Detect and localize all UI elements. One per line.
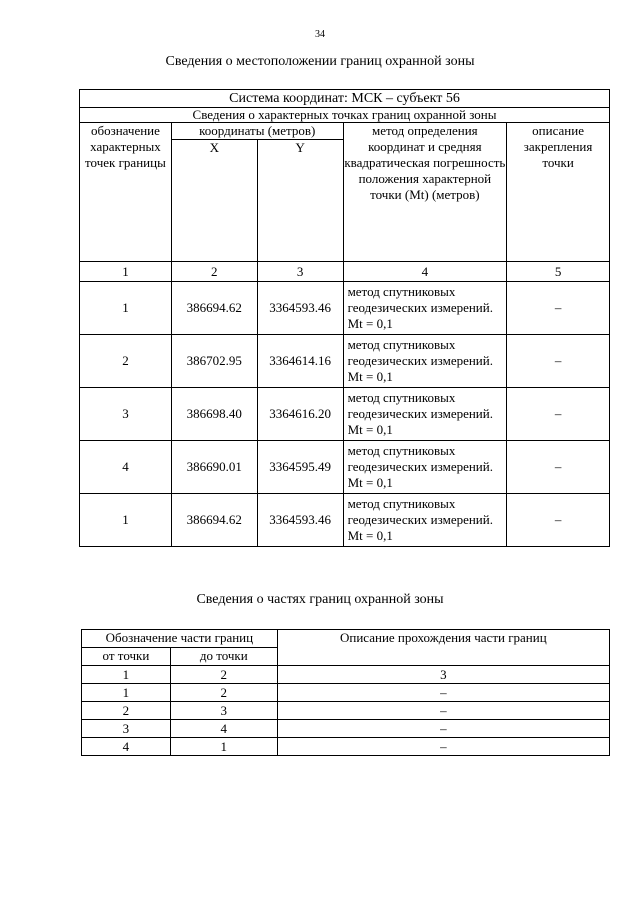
method-text: метод спутниковых геодезических измерений. Mt = 0,1	[343, 388, 507, 441]
from-point: 3	[82, 720, 171, 738]
point-id: 4	[80, 441, 172, 494]
from-point: 1	[82, 684, 171, 702]
header-description: описание закрепления точки	[507, 123, 610, 262]
coord-x: 386690.01	[171, 441, 257, 494]
table-row	[80, 335, 610, 388]
from-point: 2	[82, 702, 171, 720]
coord-x: 386698.40	[171, 388, 257, 441]
description: –	[507, 441, 610, 494]
method-text: метод спутниковых геодезических измерений. Mt = 0,1	[343, 494, 507, 547]
column-number-row	[82, 666, 610, 684]
header-method: метод определения координат и средняя квадратическая погрешность положения характерной точки (Mt) (метров)	[343, 123, 507, 262]
point-id: 3	[80, 388, 172, 441]
point-id: 1	[80, 282, 172, 335]
section-title-boundary-location: Сведения о местоположении границ охранной зоны	[165, 54, 475, 69]
description: –	[507, 335, 610, 388]
description: –	[507, 282, 610, 335]
header-from-point: от точки	[82, 648, 171, 666]
column-number: 2	[171, 262, 257, 282]
coord-x: 386694.62	[171, 282, 257, 335]
column-number: 3	[277, 666, 609, 684]
column-number: 2	[170, 666, 277, 684]
part-description: –	[277, 720, 609, 738]
part-description: –	[277, 684, 609, 702]
column-number: 5	[507, 262, 610, 282]
column-number: 3	[257, 262, 343, 282]
table-row	[80, 388, 610, 441]
section-title-boundary-parts: Сведения о частях границ охранной зоны	[196, 592, 444, 607]
header-part-designation: Обозначение части границ	[82, 630, 278, 648]
coordinate-system-cell: Система координат: МСК – субъект 56	[80, 90, 610, 108]
column-number: 4	[343, 262, 507, 282]
table-row	[82, 684, 610, 702]
point-id: 2	[80, 335, 172, 388]
table-row	[80, 441, 610, 494]
header-part-description: Описание прохождения части границ	[277, 630, 609, 666]
table-row	[82, 738, 610, 756]
method-text: метод спутниковых геодезических измерений. Mt = 0,1	[343, 335, 507, 388]
column-number: 1	[80, 262, 172, 282]
point-id: 1	[80, 494, 172, 547]
from-point: 4	[82, 738, 171, 756]
coord-x: 386702.95	[171, 335, 257, 388]
coord-y: 3364593.46	[257, 494, 343, 547]
coord-x: 386694.62	[171, 494, 257, 547]
table-row	[82, 702, 610, 720]
header-x: X	[171, 140, 257, 262]
boundary-parts-table	[81, 629, 610, 756]
column-number: 1	[82, 666, 171, 684]
description: –	[507, 388, 610, 441]
table-row	[82, 720, 610, 738]
table-row	[80, 494, 610, 547]
page-number: 34	[315, 29, 325, 40]
part-description: –	[277, 738, 609, 756]
coord-y: 3364593.46	[257, 282, 343, 335]
header-designation: обозначение характерных точек границы	[80, 123, 172, 262]
boundary-points-table	[79, 89, 610, 547]
method-text: метод спутниковых геодезических измерений. Mt = 0,1	[343, 282, 507, 335]
coord-y: 3364616.20	[257, 388, 343, 441]
points-info-cell: Сведения о характерных точках границ охранной зоны	[80, 108, 610, 123]
column-number-row	[80, 262, 610, 282]
to-point: 3	[170, 702, 277, 720]
table-row	[80, 282, 610, 335]
part-description: –	[277, 702, 609, 720]
to-point: 2	[170, 684, 277, 702]
to-point: 4	[170, 720, 277, 738]
coord-y: 3364614.16	[257, 335, 343, 388]
coord-y: 3364595.49	[257, 441, 343, 494]
header-coordinates: координаты (метров)	[171, 123, 343, 140]
method-text: метод спутниковых геодезических измерений. Mt = 0,1	[343, 441, 507, 494]
header-to-point: до точки	[170, 648, 277, 666]
to-point: 1	[170, 738, 277, 756]
header-y: Y	[257, 140, 343, 262]
description: –	[507, 494, 610, 547]
